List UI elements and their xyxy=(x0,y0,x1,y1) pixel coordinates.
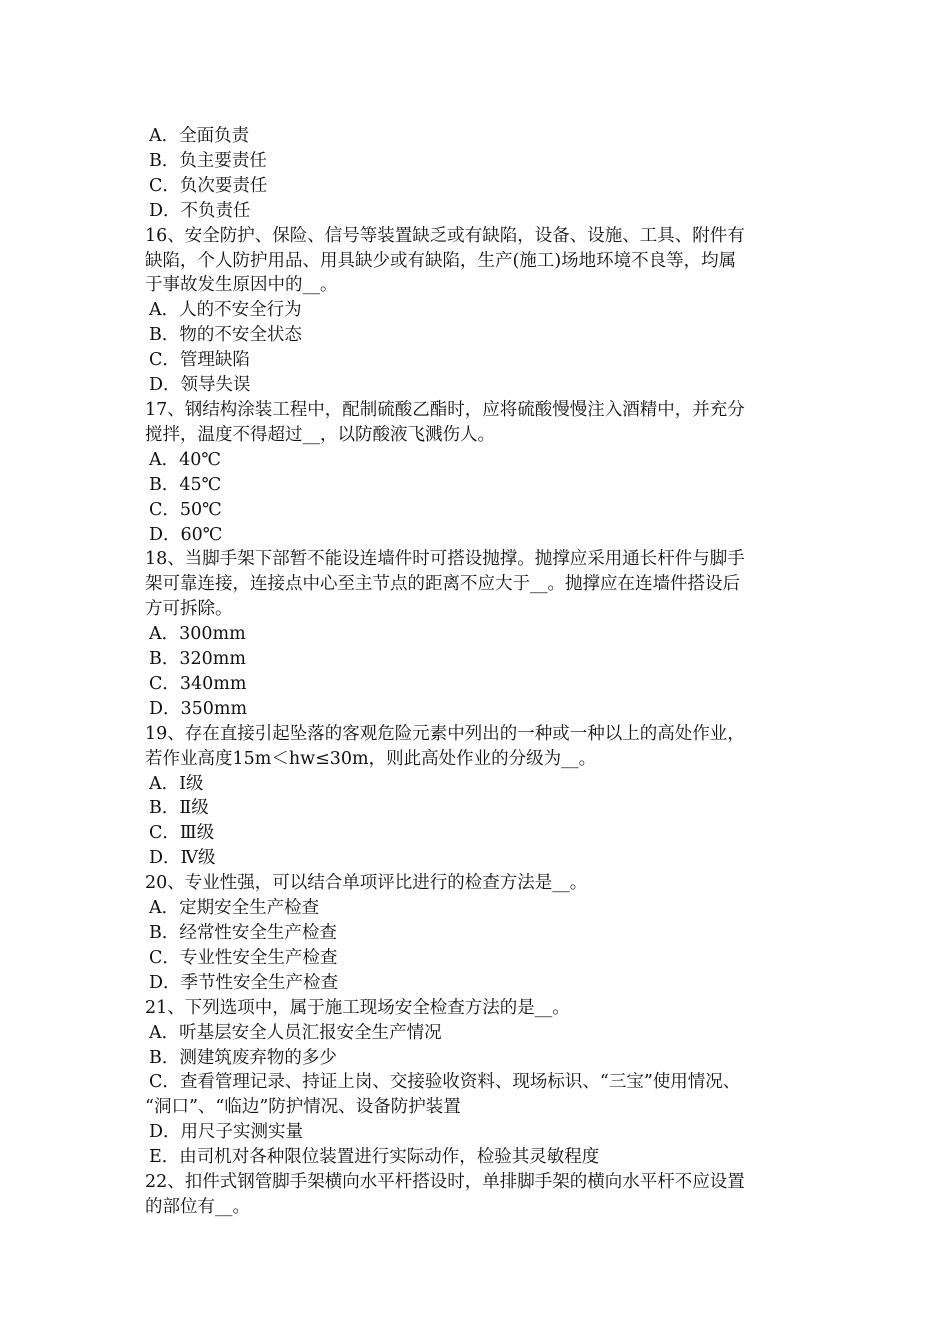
question-line: 22、扣件式钢管脚手架横向水平杆搭设时，单排脚手架的横向水平杆不应设置 xyxy=(145,1172,745,1193)
option-line: B．经常性安全生产检查 xyxy=(149,923,337,943)
option-line: B．320mm xyxy=(149,649,246,670)
question-line: “洞口”、“临边”防护情况、设备防护装置 xyxy=(145,1097,461,1118)
question-line: 19、存在直接引起坠落的客观危险元素中列出的一种或一种以上的高处作业， xyxy=(145,723,745,744)
question-line: 的部位有__。 xyxy=(145,1196,250,1217)
option-line: D．季节性安全生产检查 xyxy=(149,972,339,993)
option-line: A．300mm xyxy=(149,624,246,645)
option-line: A．人的不安全行为 xyxy=(149,300,302,321)
option-line: D．350mm xyxy=(149,698,248,719)
option-line: E．由司机对各种限位装置进行实际动作，检验其灵敏程度 xyxy=(149,1147,600,1168)
option-line: A．全面负责 xyxy=(149,126,250,146)
option-line: A．40℃ xyxy=(149,449,221,470)
question-line: 16、安全防护、保险、信号等装置缺乏或有缺陷，设备、设施、工具、附件有 xyxy=(145,225,745,246)
document-page xyxy=(145,124,825,1220)
option-line: C．专业性安全生产检查 xyxy=(149,947,338,968)
question-line: 搅拌，温度不得超过__，以防酸液飞溅伤人。 xyxy=(145,424,495,445)
question-line: 方可拆除。 xyxy=(145,599,233,620)
option-line: A．听基层安全人员汇报安全生产情况 xyxy=(149,1022,442,1043)
option-line: C．管理缺陷 xyxy=(149,350,250,371)
option-line: A．Ⅰ级 xyxy=(149,773,204,794)
question-line: 20、专业性强，可以结合单项评比进行的检查方法是__。 xyxy=(145,873,588,894)
option-line: C．340mm xyxy=(149,673,247,694)
question-line: 于事故发生原因中的__。 xyxy=(145,275,338,296)
option-line: D．用尺子实测实量 xyxy=(149,1122,304,1143)
question-line: 缺陷，个人防护用品、用具缺少或有缺陷，生产(施工)场地环境不良等，均属 xyxy=(145,250,737,271)
option-line: B．45℃ xyxy=(149,474,222,495)
option-line: A．定期安全生产检查 xyxy=(149,898,320,919)
question-line: 17、钢结构涂装工程中，配制硫酸乙酯时，应将硫酸慢慢注入酒精中，并充分 xyxy=(145,399,745,420)
question-line: 若作业高度15m＜hw≤30m，则此高处作业的分级为__。 xyxy=(145,748,597,769)
option-line: C．负次要责任 xyxy=(149,175,268,196)
option-line: C．查看管理记录、持证上岗、交接验收资料、现场标识、“三宝”使用情况、 xyxy=(149,1072,741,1093)
option-line: D．不负责任 xyxy=(149,200,251,221)
option-line: C．50℃ xyxy=(149,499,222,520)
option-line: D．领导失误 xyxy=(149,375,251,396)
option-line: C．Ⅲ级 xyxy=(149,823,215,844)
question-line: 21、下列选项中，属于施工现场安全检查方法的是__。 xyxy=(145,997,570,1018)
question-line: 架可靠连接，连接点中心至主节点的距离不应大于__。抛撑应在连墙件搭设后 xyxy=(145,574,740,595)
question-line: 18、当脚手架下部暂不能设连墙件时可搭设抛撑。抛撑应采用通长杆件与脚手 xyxy=(145,549,745,570)
option-line: D．60℃ xyxy=(149,524,223,545)
option-line: D．Ⅳ级 xyxy=(149,848,216,869)
option-line: B．Ⅱ级 xyxy=(149,798,209,819)
option-line: B．负主要责任 xyxy=(149,150,267,171)
option-line: B．测建筑废弃物的多少 xyxy=(149,1047,337,1068)
option-line: B．物的不安全状态 xyxy=(149,325,302,346)
